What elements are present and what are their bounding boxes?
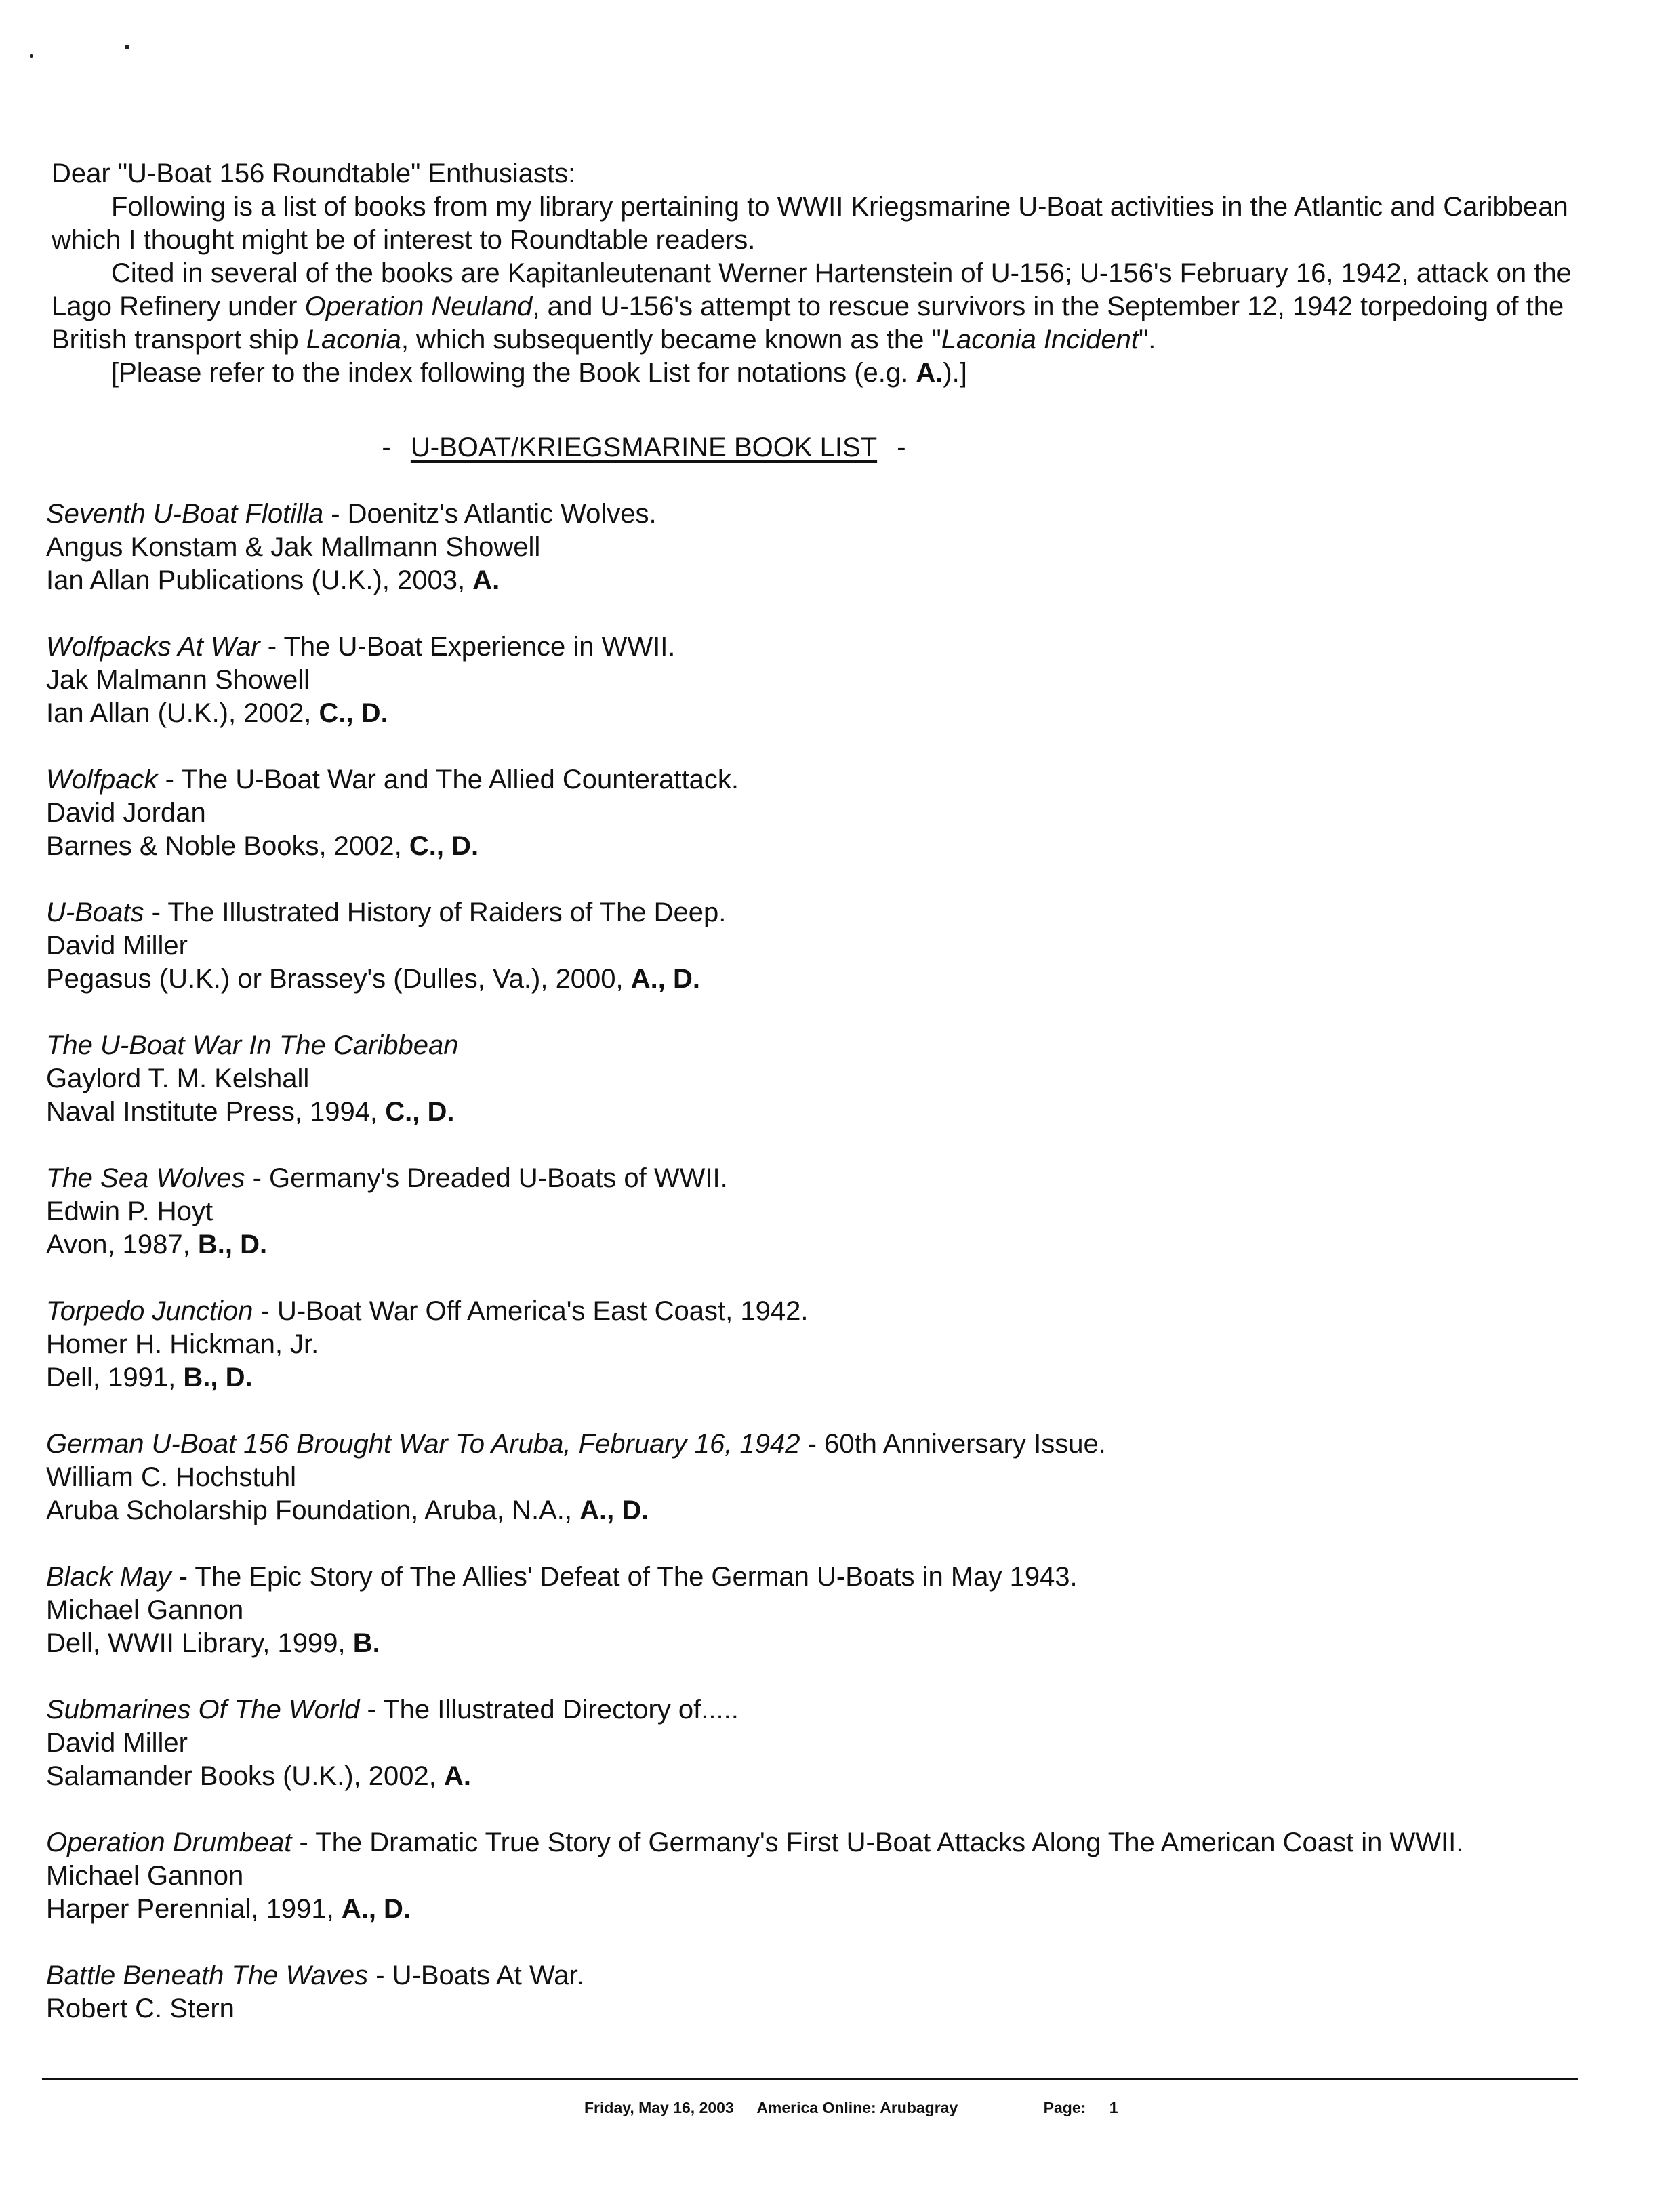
- book-entry: [46, 1959, 1605, 2026]
- footer-page-number: 1: [1109, 2099, 1118, 2116]
- book-publisher: Ian Allan (U.K.), 2002,: [46, 698, 319, 728]
- book-title-line: [46, 1826, 1605, 1859]
- book-author: Robert C. Stern: [46, 1994, 235, 2024]
- book-publisher-line: [46, 1893, 1605, 1926]
- book-author: Homer H. Hickman, Jr.: [46, 1329, 319, 1359]
- book-notation-codes: B.: [352, 1628, 380, 1658]
- book-entry: [46, 630, 1605, 730]
- book-notation-codes: C., D.: [409, 831, 479, 861]
- footer-source: America Online: Arubagray: [756, 2099, 958, 2116]
- book-author: Jak Malmann Showell: [46, 665, 310, 695]
- book-title: The U-Boat War In The Caribbean: [46, 1030, 459, 1060]
- book-title: U-Boats: [46, 898, 144, 927]
- book-subtitle: - The Dramatic True Story of Germany's First U-Boat Attacks Along The American Coast in WWII.: [291, 1828, 1464, 1857]
- book-subtitle: - The Illustrated History of Raiders of The Deep.: [144, 898, 727, 927]
- book-publisher: Harper Perennial, 1991,: [46, 1894, 342, 1924]
- book-author: David Miller: [46, 931, 188, 961]
- book-entry: [46, 1162, 1605, 1262]
- book-publisher-line: [46, 1095, 1605, 1129]
- footer-date: Friday, May 16, 2003: [584, 2099, 734, 2116]
- book-entry: [46, 498, 1605, 597]
- book-title-line: [46, 896, 1605, 929]
- book-list-title: U-BOAT/KRIEGSMARINE BOOK LIST: [410, 433, 878, 462]
- book-title-line: [46, 1029, 1605, 1062]
- book-publisher-line: [46, 1361, 1605, 1394]
- text-span: Cited in several of the books are Kapitanleutenant Werner Hartenstein of U-156; U-156's February 16, 1942, attack on the Lago Refinery under: [52, 258, 1572, 321]
- book-title: Battle Beneath The Waves: [46, 1960, 369, 1990]
- book-publisher-line: [46, 1228, 1605, 1262]
- text-span: , and U-156's attempt to rescue survivors in the September 12, 1942 torpedoing of the British transport ship: [52, 291, 1564, 355]
- book-publisher: Aruba Scholarship Foundation, Aruba, N.A.,: [46, 1495, 580, 1525]
- book-publisher: Avon, 1987,: [46, 1230, 198, 1260]
- book-title: Torpedo Junction: [46, 1296, 253, 1326]
- book-title-line: [46, 1693, 1605, 1727]
- book-title-line: [46, 630, 1605, 664]
- book-subtitle: - U-Boats At War.: [368, 1960, 584, 1990]
- book-publisher-line: [46, 1760, 1605, 1793]
- book-notation-codes: A.: [472, 565, 500, 595]
- book-entry: [46, 1428, 1605, 1527]
- text-span: ".: [1139, 325, 1156, 355]
- book-entry: [46, 1693, 1605, 1793]
- page-footer: [584, 2099, 1137, 2117]
- book-title-line: [46, 1428, 1605, 1461]
- intro-paragraph-citations: [52, 257, 1610, 357]
- book-title-line: [46, 763, 1605, 797]
- intro-note: [52, 357, 1610, 390]
- book-entry: [46, 1561, 1605, 1660]
- book-notation-codes: A., D.: [341, 1894, 411, 1924]
- book-notation-codes: A., D.: [579, 1495, 649, 1525]
- book-author: Edwin P. Hoyt: [46, 1197, 213, 1226]
- book-entry: [46, 763, 1605, 863]
- book-title: Seventh U-Boat Flotilla: [46, 499, 324, 529]
- book-author: David Miller: [46, 1728, 188, 1758]
- book-entry: [46, 1029, 1605, 1129]
- book-publisher: Pegasus (U.K.) or Brassey's (Dulles, Va.), 2000,: [46, 964, 631, 994]
- text-span: ).]: [943, 358, 967, 388]
- book-publisher-line: [46, 830, 1605, 863]
- book-title-line: [46, 1295, 1605, 1328]
- book-title: Submarines Of The World: [46, 1695, 360, 1725]
- heading-dash-right: -: [897, 433, 906, 462]
- book-publisher: Dell, 1991,: [46, 1363, 184, 1392]
- book-title: Operation Drumbeat: [46, 1828, 292, 1857]
- book-publisher: Barnes & Noble Books, 2002,: [46, 831, 409, 861]
- salutation: Dear "U-Boat 156 Roundtable" Enthusiasts:: [52, 159, 576, 188]
- book-list-heading: [0, 431, 1288, 464]
- book-title-line: [46, 1959, 1605, 1992]
- book-notation-codes: C., D.: [319, 698, 388, 728]
- book-author: Angus Konstam & Jak Mallmann Showell: [46, 532, 541, 562]
- book-notation-codes: A., D.: [630, 964, 701, 994]
- intro-paragraph: Following is a list of books from my library pertaining to WWII Kriegsmarine U-Boat activities in the Atlantic and Caribbean which I thought might be of interest to Roundtable readers.: [52, 192, 1568, 255]
- book-publisher-line: [46, 697, 1605, 730]
- book-publisher-line: [46, 564, 1605, 597]
- book-subtitle: - The Illustrated Directory of.....: [359, 1695, 739, 1725]
- book-entry: [46, 1295, 1605, 1394]
- scan-speck: [30, 54, 33, 58]
- book-subtitle: - The Epic Story of The Allies' Defeat of The German U-Boats in May 1943.: [171, 1562, 1078, 1592]
- book-publisher: Salamander Books (U.K.), 2002,: [46, 1761, 444, 1791]
- book-notation-codes: C., D.: [385, 1097, 455, 1127]
- book-title-line: [46, 498, 1605, 531]
- book-entry: [46, 896, 1605, 996]
- book-notation-codes: A.: [443, 1761, 471, 1791]
- book-author: David Jordan: [46, 798, 206, 828]
- book-notation-codes: B., D.: [197, 1230, 268, 1260]
- book-title: Wolfpacks At War: [46, 632, 260, 662]
- book-title: Black May: [46, 1562, 171, 1592]
- book-publisher-line: [46, 963, 1605, 996]
- book-author: Gaylord T. M. Kelshall: [46, 1064, 310, 1093]
- book-author: Michael Gannon: [46, 1595, 244, 1625]
- intro-letter: [52, 157, 1610, 390]
- book-publisher: Naval Institute Press, 1994,: [46, 1097, 386, 1127]
- book-list: [46, 498, 1605, 2059]
- book-subtitle: - 60th Anniversary Issue.: [800, 1429, 1106, 1459]
- laconia-incident-ref: Laconia Incident: [941, 325, 1139, 355]
- book-subtitle: - Germany's Dreaded U-Boats of WWII.: [245, 1163, 728, 1193]
- heading-dash-left: -: [382, 433, 391, 462]
- book-subtitle: - The U-Boat War and The Allied Counterattack.: [157, 765, 739, 795]
- footer-page-label: Page:: [1043, 2099, 1086, 2116]
- book-title-line: [46, 1561, 1605, 1594]
- notation-example: A.: [916, 358, 943, 388]
- book-subtitle: - Doenitz's Atlantic Wolves.: [323, 499, 657, 529]
- operation-neuland-ref: Operation Neuland: [304, 291, 533, 321]
- book-notation-codes: B., D.: [183, 1363, 253, 1392]
- footer-divider: [42, 2078, 1578, 2080]
- scan-speck: [125, 45, 129, 49]
- book-publisher: Ian Allan Publications (U.K.), 2003,: [46, 565, 473, 595]
- book-publisher-line: [46, 1494, 1605, 1527]
- book-author: Michael Gannon: [46, 1861, 244, 1891]
- book-author: William C. Hochstuhl: [46, 1462, 296, 1492]
- book-subtitle: - The U-Boat Experience in WWII.: [260, 632, 676, 662]
- book-publisher: Dell, WWII Library, 1999,: [46, 1628, 353, 1658]
- book-title: The Sea Wolves: [46, 1163, 245, 1193]
- book-title: Wolfpack: [46, 765, 158, 795]
- text-span: [Please refer to the index following the Book List for notations (e.g.: [111, 358, 916, 388]
- book-entry: [46, 1826, 1605, 1926]
- book-publisher-line: [46, 1627, 1605, 1660]
- book-title-line: [46, 1162, 1605, 1195]
- book-title: German U-Boat 156 Brought War To Aruba, February 16, 1942: [46, 1429, 800, 1459]
- book-subtitle: - U-Boat War Off America's East Coast, 1942.: [253, 1296, 809, 1326]
- text-span: , which subsequently became known as the ": [401, 325, 941, 355]
- laconia-ref: Laconia: [306, 325, 401, 355]
